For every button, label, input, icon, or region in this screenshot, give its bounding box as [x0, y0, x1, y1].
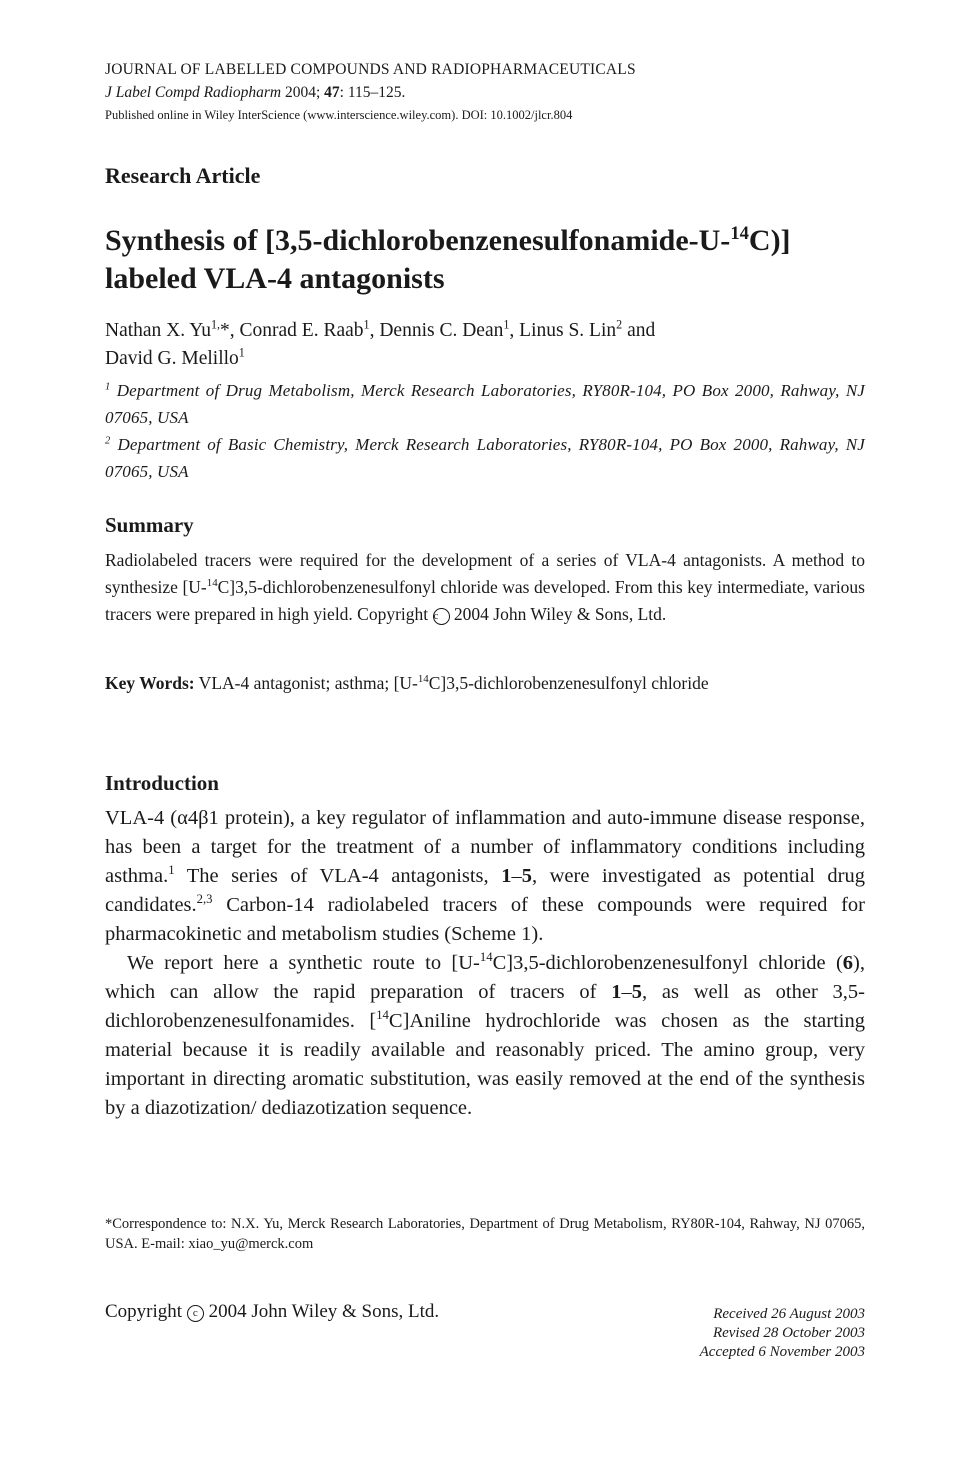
title-part1: Synthesis of [3,5-dichlorobenzenesulfonamide-U- [105, 224, 731, 257]
copyright-icon: c [433, 608, 450, 625]
intro-part: ), which can allow the rapid preparation of tracers of [105, 952, 865, 1003]
author-affil-sup: 1 [238, 345, 245, 360]
keywords-superscript: 14 [417, 673, 429, 686]
isotope-superscript: 14 [376, 1008, 389, 1023]
citation-ref: 2,3 [196, 892, 213, 907]
author-name: , Conrad E. Raab [229, 320, 364, 341]
citation-abbrev: J Label Compd Radiopharm [105, 84, 282, 101]
author-affil-sup: 1 [503, 317, 510, 332]
author-and: and [622, 320, 656, 341]
compound-ref: 5 [521, 865, 532, 887]
summary-superscript: 14 [206, 577, 218, 590]
author-affil-sup: 1, [210, 317, 221, 332]
intro-part: – [621, 981, 632, 1003]
article-dates [700, 1305, 865, 1362]
title-part2: C)] [748, 224, 791, 257]
intro-part: The series of VLA-4 antagonists, [174, 865, 502, 887]
correspondence-note: *Correspondence to: N.X. Yu, Merck Research Laboratories, Department of Drug Metabolism, RY80R-104, Rahway, NJ 07065, USA. E-mail: xiao_yu@merck.com [105, 1216, 865, 1252]
compound-ref: 6 [842, 952, 854, 974]
author-name: David G. Melillo [105, 348, 239, 369]
intro-part: , as well as other 3,5-dichlorobenzenesulfonamides. [ [105, 981, 865, 1032]
copyright-part: Copyright [105, 1301, 187, 1322]
article-title [105, 222, 875, 298]
intro-paragraph-1 [105, 804, 865, 949]
intro-paragraph-2 [105, 949, 865, 1123]
citation-ref: 1 [168, 863, 175, 878]
article-type: Research Article [105, 163, 261, 188]
compound-ref: 5 [631, 981, 643, 1003]
author-list [105, 317, 865, 373]
citation-pages: : 115–125. [339, 84, 406, 101]
introduction-text [105, 804, 865, 1123]
received-date: Received 26 August 2003 [713, 1306, 865, 1322]
keywords-part: VLA-4 antagonist; asthma; [U- [194, 673, 418, 693]
summary-heading: Summary [105, 513, 194, 537]
copyright-icon: c [187, 1305, 204, 1322]
intro-part: VLA-4 (α4β1 protein), a key regulator of inflammation and auto-immune disease response, has been a target for the treatment of a number of inflammatory conditions including asthma. [105, 807, 865, 887]
introduction-heading: Introduction [105, 771, 219, 795]
affiliation-1 [105, 377, 865, 431]
accepted-date: Accepted 6 November 2003 [699, 1344, 865, 1360]
isotope-superscript: 14 [479, 950, 493, 965]
publication-info: Published online in Wiley InterScience (www.interscience.wiley.com). DOI: 10.1002/jlcr.804 [105, 108, 573, 122]
author-name: , Linus S. Lin [509, 320, 617, 341]
corresponding-star: * [220, 320, 230, 341]
compound-ref: 1 [611, 981, 622, 1003]
summary-part: 2004 John Wiley & Sons, Ltd. [449, 604, 667, 624]
title-superscript: 14 [730, 223, 749, 244]
intro-part: – [511, 865, 522, 887]
keywords-part: C]3,5-dichlorobenzenesulfonyl chloride [428, 673, 709, 693]
keywords-label: Key Words: [105, 673, 195, 693]
affiliation-text: Department of Drug Metabolism, Merck Research Laboratories, RY80R-104, PO Box 2000, Rahway, NJ 07065, USA [105, 381, 865, 427]
author-name: Nathan X. Yu [105, 320, 211, 341]
author-name: , Dennis C. Dean [369, 320, 504, 341]
intro-part: C]3,5-dichlorobenzenesulfonyl chloride ( [492, 952, 843, 974]
title-line2: labeled VLA-4 antagonists [105, 262, 445, 295]
summary-text [105, 547, 865, 628]
citation-year: 2004; [281, 84, 325, 101]
author-affil-sup: 1 [363, 317, 370, 332]
footer-copyright [105, 1301, 439, 1323]
summary-part: Radiolabeled tracers were required for the development of a series of VLA-4 antagonists. A method to synthesize [U- [105, 550, 865, 597]
revised-date: Revised 28 October 2003 [712, 1325, 865, 1341]
journal-name: JOURNAL OF LABELLED COMPOUNDS AND RADIOPHARMACEUTICALS [105, 61, 636, 78]
affiliation-text: Department of Basic Chemistry, Merck Research Laboratories, RY80R-104, PO Box 2000, Rahway, NJ 07065, USA [105, 435, 865, 481]
affiliation-number: 2 [105, 435, 111, 447]
compound-ref: 1 [501, 865, 512, 887]
intro-part: C]Aniline hydrochloride was chosen as the starting material because it is readily available and reasonably priced. The amino group, very important in directing aromatic substitution, was easily removed at the end of the synthesis by a diazotization/ dediazotization sequence. [105, 1010, 865, 1119]
author-affil-sup: 2 [616, 317, 623, 332]
citation-volume: 47 [324, 84, 340, 101]
keywords [105, 673, 865, 694]
journal-citation [105, 84, 405, 102]
intro-part: We report here a synthetic route to [U- [127, 952, 480, 974]
affiliation-2 [105, 431, 865, 485]
intro-part: , were investigated as potential drug candidates. [105, 865, 865, 916]
affiliation-number: 1 [105, 381, 111, 393]
summary-part: C]3,5-dichlorobenzenesulfonyl chloride was developed. From this key intermediate, various tracers were prepared in high yield. Copyright [105, 577, 865, 624]
copyright-part: 2004 John Wiley & Sons, Ltd. [203, 1301, 440, 1322]
intro-part: Carbon-14 radiolabeled tracers of these compounds were required for pharmacokinetic and metabolism studies (Scheme 1). [105, 894, 865, 945]
